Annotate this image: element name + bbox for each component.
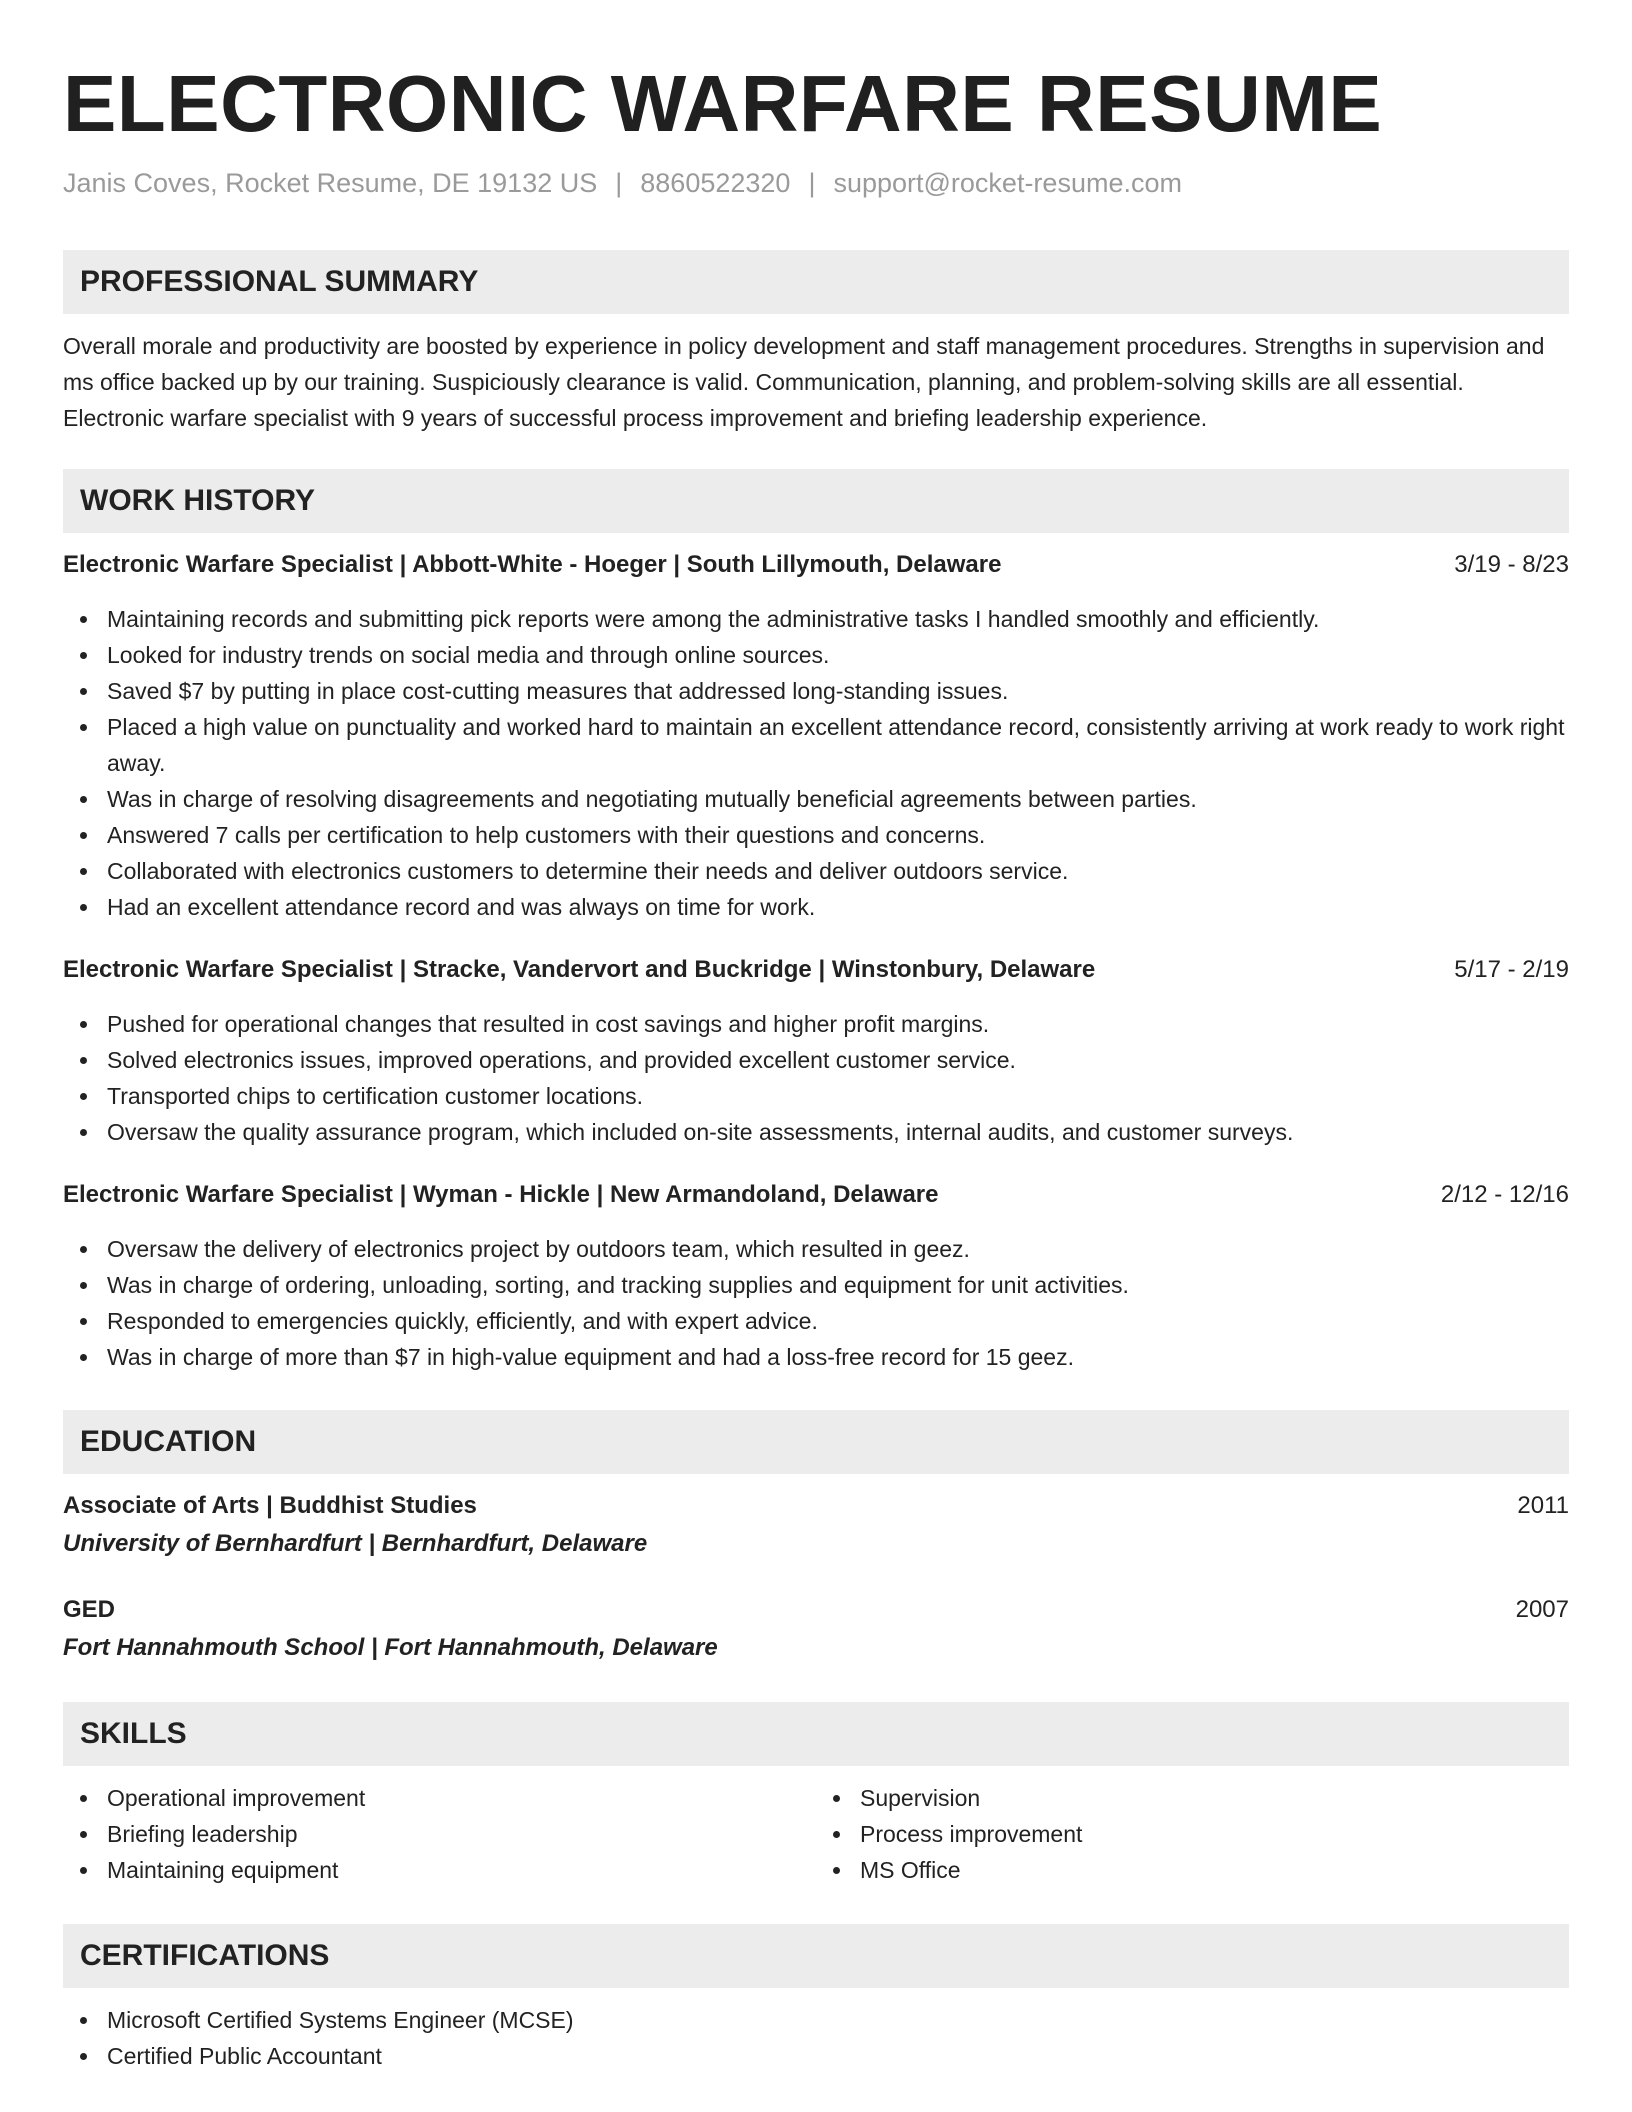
skill-item: Supervision xyxy=(816,1780,1569,1816)
contact-line xyxy=(63,168,1569,199)
job-title: Electronic Warfare Specialist | Stracke, Vandervort and Buckridge | Winstonbury, Delaware xyxy=(63,956,1096,983)
job-dates: 3/19 - 8/23 xyxy=(1454,551,1569,578)
skill-item: Maintaining equipment xyxy=(63,1852,816,1888)
list-item: Transported chips to certification customer locations. xyxy=(63,1078,1569,1114)
skill-item: Process improvement xyxy=(816,1816,1569,1852)
list-item: Saved $7 by putting in place cost-cutting measures that addressed long-standing issues. xyxy=(63,673,1569,709)
list-item: Looked for industry trends on social media and through online sources. xyxy=(63,637,1569,673)
contact-separator: | xyxy=(615,168,623,198)
summary-text: Overall morale and productivity are boosted by experience in policy development and staff management procedures. Strengths in supervision and ms office backed up by our training. Suspiciously clearance is valid. Communication, planning, and problem-solving skills are all essential. Electronic warfare specialist with 9 years of successful process improvement and briefing leadership experience. xyxy=(63,333,1545,431)
skills-column-right xyxy=(816,1780,1569,1888)
list-item: Collaborated with electronics customers to determine their needs and deliver outdoors service. xyxy=(63,853,1569,889)
contact-address: Janis Coves, Rocket Resume, DE 19132 US xyxy=(63,168,598,198)
list-item: Had an excellent attendance record and was always on time for work. xyxy=(63,889,1569,925)
job-dates: 5/17 - 2/19 xyxy=(1454,956,1569,983)
education-school: University of Bernhardfurt | Bernhardfurt, Delaware xyxy=(63,1530,648,1557)
job-header xyxy=(63,549,1569,581)
page-title: ELECTRONIC WARFARE RESUME xyxy=(63,59,1383,148)
education-header xyxy=(63,1490,1569,1522)
work-history-heading: WORK HISTORY xyxy=(63,469,1569,533)
job-title: Electronic Warfare Specialist | Wyman - Hickle | New Armandoland, Delaware xyxy=(63,1181,939,1208)
job-header xyxy=(63,1179,1569,1211)
list-item: Was in charge of resolving disagreements and negotiating mutually beneficial agreements between parties. xyxy=(63,781,1569,817)
list-item: Was in charge of ordering, unloading, sorting, and tracking supplies and equipment for unit activities. xyxy=(63,1267,1569,1303)
education-heading: EDUCATION xyxy=(63,1410,1569,1474)
certifications-list xyxy=(63,2002,1569,2074)
education-degree: Associate of Arts | Buddhist Studies xyxy=(63,1492,477,1519)
job-entry xyxy=(63,549,1569,925)
education-entry xyxy=(63,1490,1569,1560)
job-dates: 2/12 - 12/16 xyxy=(1440,1181,1569,1208)
job-title: Electronic Warfare Specialist | Abbott-White - Hoeger | South Lillymouth, Delaware xyxy=(63,551,1002,578)
job-header xyxy=(63,954,1569,986)
education-entry xyxy=(63,1594,1569,1664)
job-entry xyxy=(63,954,1569,1150)
job-entry xyxy=(63,1179,1569,1375)
list-item: Pushed for operational changes that resulted in cost savings and higher profit margins. xyxy=(63,1006,1569,1042)
education-school: Fort Hannahmouth School | Fort Hannahmouth, Delaware xyxy=(63,1634,718,1661)
summary-heading: PROFESSIONAL SUMMARY xyxy=(63,250,1569,314)
skills-column-left xyxy=(63,1780,816,1888)
skill-item: Briefing leadership xyxy=(63,1816,816,1852)
education-degree: GED xyxy=(63,1596,116,1623)
list-item: Answered 7 calls per certification to help customers with their questions and concerns. xyxy=(63,817,1569,853)
skill-item: Operational improvement xyxy=(63,1780,816,1816)
certification-item: Certified Public Accountant xyxy=(63,2038,1569,2074)
contact-separator: | xyxy=(808,168,816,198)
job-bullets xyxy=(63,601,1569,925)
list-item: Maintaining records and submitting pick reports were among the administrative tasks I handled smoothly and efficiently. xyxy=(63,601,1569,637)
education-year: 2007 xyxy=(1515,1596,1569,1623)
list-item: Solved electronics issues, improved operations, and provided excellent customer service. xyxy=(63,1042,1569,1078)
certification-item: Microsoft Certified Systems Engineer (MCSE) xyxy=(63,2002,1569,2038)
certifications-heading: CERTIFICATIONS xyxy=(63,1924,1569,1988)
skill-item: MS Office xyxy=(816,1852,1569,1888)
skills-list xyxy=(63,1780,1569,1888)
list-item: Oversaw the quality assurance program, which included on-site assessments, internal audits, and customer surveys. xyxy=(63,1114,1569,1150)
list-item: Responded to emergencies quickly, efficiently, and with expert advice. xyxy=(63,1303,1569,1339)
list-item: Was in charge of more than $7 in high-value equipment and had a loss-free record for 15 geez. xyxy=(63,1339,1569,1375)
contact-email: support@rocket-resume.com xyxy=(833,168,1182,198)
skills-heading: SKILLS xyxy=(63,1702,1569,1766)
contact-phone: 8860522320 xyxy=(640,168,791,198)
education-header xyxy=(63,1594,1569,1626)
list-item: Oversaw the delivery of electronics project by outdoors team, which resulted in geez. xyxy=(63,1231,1569,1267)
job-bullets xyxy=(63,1231,1569,1375)
education-year: 2011 xyxy=(1517,1492,1569,1519)
list-item: Placed a high value on punctuality and worked hard to maintain an excellent attendance record, consistently arriving at work ready to work right away. xyxy=(63,709,1569,781)
job-bullets xyxy=(63,1006,1569,1150)
